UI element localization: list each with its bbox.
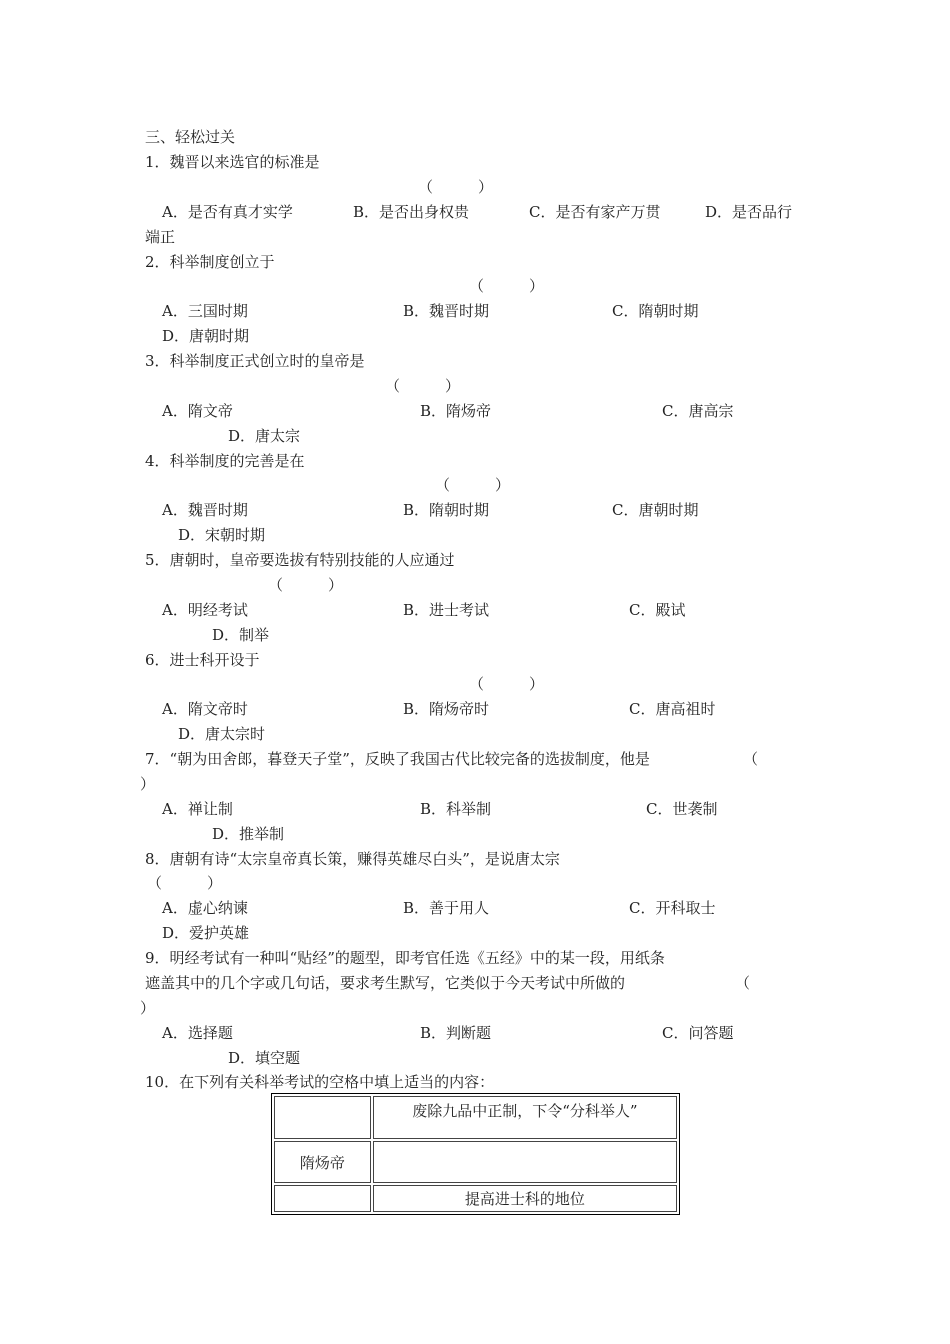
fill-in-table bbox=[271, 1093, 680, 1215]
option-c: C．问答题 bbox=[662, 1024, 734, 1042]
option-d: D．制举 bbox=[212, 626, 270, 644]
table-row bbox=[274, 1096, 677, 1139]
option-a: A．是否有真才实学 bbox=[162, 203, 293, 221]
question-stem: 1．魏晋以来选官的标准是 bbox=[145, 153, 320, 171]
option-d: D．唐朝时期 bbox=[162, 327, 250, 345]
option-d: D．唐太宗时 bbox=[178, 725, 266, 743]
option-c: C．殿试 bbox=[629, 601, 686, 619]
answer-paren-open: （ bbox=[743, 750, 759, 768]
option-d: D．填空题 bbox=[228, 1049, 301, 1067]
table-cell-blank[interactable] bbox=[274, 1096, 371, 1139]
option-b: B．判断题 bbox=[420, 1024, 492, 1042]
answer-paren: （ ） bbox=[418, 178, 494, 196]
answer-paren-close: ） bbox=[140, 999, 156, 1017]
table-cell-blank[interactable] bbox=[274, 1185, 371, 1212]
table-cell: 提高进士科的地位 bbox=[373, 1185, 677, 1212]
option-a: A．虚心纳谏 bbox=[162, 899, 248, 917]
table-row bbox=[274, 1185, 677, 1212]
question-stem: 7．“朝为田舍郎，暮登天子堂”，反映了我国古代比较完备的选拔制度，他是 bbox=[145, 750, 650, 768]
option-a: A．三国时期 bbox=[162, 302, 248, 320]
option-d-continuation: 端正 bbox=[145, 228, 176, 246]
option-b: B．魏晋时期 bbox=[403, 302, 490, 320]
option-b: B．隋炀帝 bbox=[420, 402, 492, 420]
option-c: C．隋朝时期 bbox=[612, 302, 699, 320]
table-cell-blank[interactable] bbox=[373, 1141, 677, 1183]
option-a: A．隋文帝 bbox=[162, 402, 233, 420]
option-b: B．隋炀帝时 bbox=[403, 700, 490, 718]
option-d: D．是否品行 bbox=[705, 203, 793, 221]
option-a: A．隋文帝时 bbox=[162, 700, 248, 718]
question-stem: 3．科举制度正式创立时的皇帝是 bbox=[145, 352, 365, 370]
table-cell: 废除九品中正制，下令“分科举人” bbox=[373, 1096, 677, 1139]
answer-paren: （ ） bbox=[268, 576, 344, 594]
option-a: A．选择题 bbox=[162, 1024, 233, 1042]
question-stem: 9．明经考试有一种叫“贴经”的题型，即考官任选《五经》中的某一段，用纸条 bbox=[145, 949, 665, 967]
question-stem: 5．唐朝时，皇帝要选拔有特别技能的人应通过 bbox=[145, 551, 455, 569]
question-stem: 10．在下列有关科举考试的空格中填上适当的内容： bbox=[145, 1073, 495, 1091]
option-c: C．唐高宗 bbox=[662, 402, 734, 420]
option-c: C．是否有家产万贯 bbox=[529, 203, 661, 221]
answer-paren: （ ） bbox=[469, 675, 545, 693]
option-b: B．善于用人 bbox=[403, 899, 490, 917]
option-d: D．宋朝时期 bbox=[178, 526, 266, 544]
question-stem: 4．科举制度的完善是在 bbox=[145, 452, 305, 470]
option-d: D．爱护英雄 bbox=[162, 924, 250, 942]
question-stem: 2．科举制度创立于 bbox=[145, 253, 275, 271]
option-d: D．唐太宗 bbox=[228, 427, 301, 445]
option-c: C．唐高祖时 bbox=[629, 700, 716, 718]
table-row bbox=[274, 1141, 677, 1183]
answer-paren: （ ） bbox=[469, 277, 545, 295]
option-b: B．隋朝时期 bbox=[403, 501, 490, 519]
table-cell: 隋炀帝 bbox=[274, 1141, 371, 1183]
question-stem: 8．唐朝有诗“太宗皇帝真长策，赚得英雄尽白头”，是说唐太宗 bbox=[145, 850, 560, 868]
question-stem: 6．进士科开设于 bbox=[145, 651, 260, 669]
answer-paren: （ ） bbox=[385, 377, 461, 395]
option-b: B．是否出身权贵 bbox=[353, 203, 470, 221]
answer-paren: （ ） bbox=[147, 874, 223, 892]
option-c: C．世袭制 bbox=[646, 800, 718, 818]
option-b: B．科举制 bbox=[420, 800, 492, 818]
answer-paren: （ ） bbox=[435, 476, 511, 494]
section-title: 三、轻松过关 bbox=[145, 128, 236, 146]
option-d: D．推举制 bbox=[212, 825, 285, 843]
question-stem-line2: 遮盖其中的几个字或几句话，要求考生默写，它类似于今天考试中所做的 bbox=[145, 974, 626, 992]
answer-paren-close: ） bbox=[140, 775, 156, 793]
option-a: A．魏晋时期 bbox=[162, 501, 248, 519]
option-c: C．唐朝时期 bbox=[612, 501, 699, 519]
option-a: A．禅让制 bbox=[162, 800, 233, 818]
answer-paren-open: （ bbox=[735, 974, 751, 992]
option-c: C．开科取士 bbox=[629, 899, 716, 917]
option-b: B．进士考试 bbox=[403, 601, 490, 619]
option-a: A．明经考试 bbox=[162, 601, 248, 619]
